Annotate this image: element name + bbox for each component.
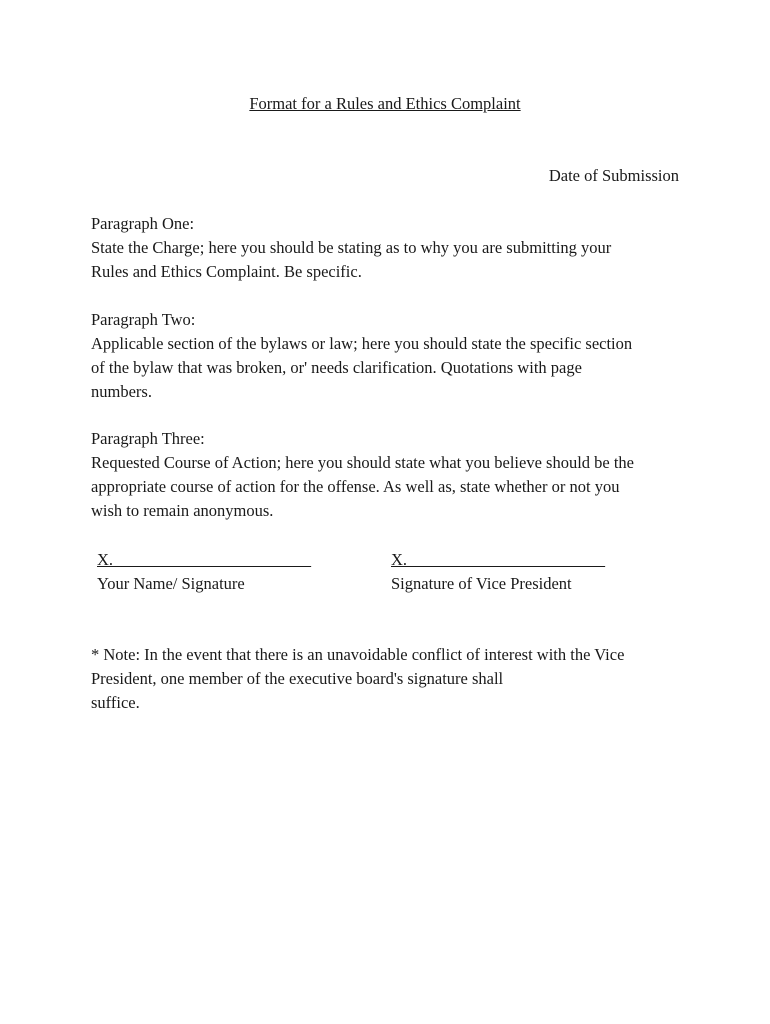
your-signature-line: X.________________________: [97, 550, 312, 569]
paragraph-two: [91, 308, 691, 404]
paragraph-line: appropriate course of action for the offense. As well as, state whether or not you: [91, 477, 620, 496]
paragraph-line: of the bylaw that was broken, or' needs clarification. Quotations with page: [91, 358, 582, 377]
your-signature-block: [97, 548, 311, 596]
paragraph-three: [91, 427, 691, 523]
paragraph-heading: Paragraph One:: [91, 214, 195, 233]
paragraph-line: wish to remain anonymous.: [91, 501, 274, 520]
note-line: President, one member of the executive board's signature shall: [91, 669, 504, 688]
note-section: [91, 643, 691, 715]
paragraph-line: Rules and Ethics Complaint. Be specific.: [91, 262, 362, 281]
paragraph-one: [91, 212, 691, 284]
paragraph-line: Requested Course of Action; here you should state what you believe should be the: [91, 453, 635, 472]
note-line: suffice.: [91, 693, 140, 712]
vice-president-signature-line: X.________________________: [391, 550, 606, 569]
vice-president-signature-label: Signature of Vice President: [391, 574, 572, 593]
your-signature-label: Your Name/ Signature: [97, 574, 245, 593]
paragraph-line: State the Charge; here you should be stating as to why you are submitting your: [91, 238, 612, 257]
document-title: Format for a Rules and Ethics Complaint: [249, 94, 521, 113]
paragraph-heading: Paragraph Two:: [91, 310, 196, 329]
paragraph-line: Applicable section of the bylaws or law; here you should state the specific section: [91, 334, 633, 353]
date-of-submission: Date of Submission: [548, 166, 679, 185]
paragraph-heading: Paragraph Three:: [91, 429, 205, 448]
note-line: * Note: In the event that there is an unavoidable conflict of interest with the Vice: [91, 645, 625, 664]
vice-president-signature-block: [391, 548, 605, 596]
paragraph-line: numbers.: [91, 382, 152, 401]
